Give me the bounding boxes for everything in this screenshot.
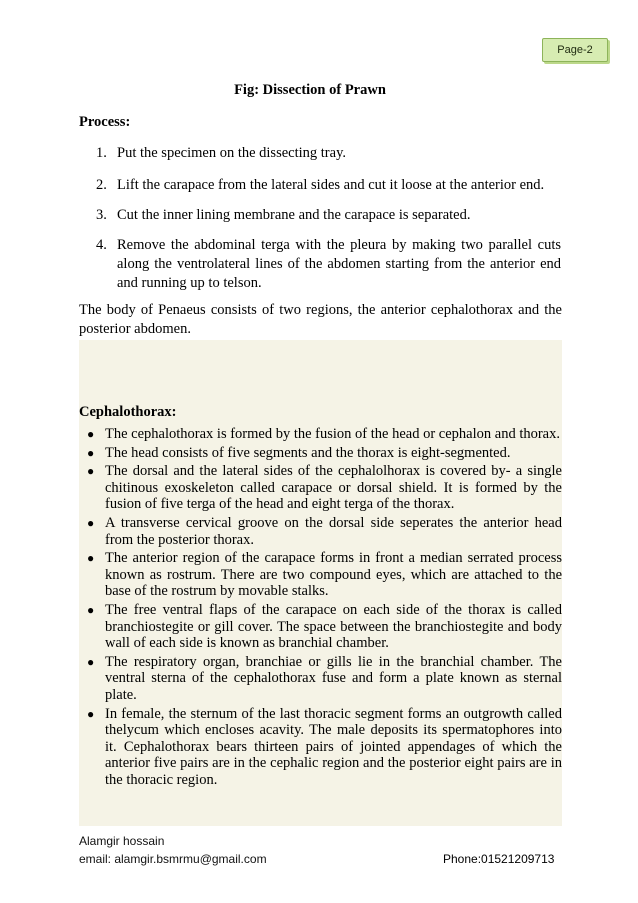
list-item — [79, 706, 562, 789]
list-item-text: The anterior region of the carapace forms in front a median serrated process known as rostrum. There are two compound eyes, which are attached to the base of the rostrum by movable stalks. — [105, 550, 562, 600]
step-number: 4. — [96, 237, 107, 253]
bullet-dot: ● — [87, 515, 95, 530]
list-item-text: The respiratory organ, branchiae or gills lie in the branchial chamber. The ventral sterna of the cephalothorax fuse and form a plate known as sternal plate. — [105, 653, 562, 703]
footer-phone: Phone:01521209713 — [443, 852, 555, 866]
list-item — [79, 602, 562, 652]
footer-author: Alamgir hossain — [79, 834, 165, 848]
intro-paragraph: The body of Penaeus consists of two regions, the anterior cephalothorax and the posterior abdomen. — [79, 302, 562, 337]
bullet-dot: ● — [87, 464, 95, 479]
list-item-text: The free ventral flaps of the carapace on each side of the thorax is called branchiostegite or gill cover. The space between the branchiostegite and body wall of each side is known as branchial chamber. — [105, 601, 562, 652]
process-step — [96, 206, 561, 225]
step-number: 2. — [96, 177, 107, 193]
list-item — [79, 654, 562, 704]
list-item — [79, 550, 562, 600]
list-item-text: A transverse cervical groove on the dorsal side seperates the anterior head from the posterior thorax. — [105, 514, 562, 548]
list-item-text: The dorsal and the lateral sides of the cephalolhorax is covered by- a single chitinous exoskeleton called carapace or dorsal shield. It is formed by the fusion of five terga of the head and eight terga of the thorax. — [105, 463, 562, 513]
bullet-dot: ● — [87, 427, 95, 441]
step-text: Remove the abdominal terga with the pleura by making two parallel cuts along the ventrolateral lines of the abdomen starting from the anterior end and running up to telson. — [117, 237, 561, 291]
bullet-dot: ● — [87, 551, 95, 566]
list-item — [79, 426, 562, 443]
list-item-text: The head consists of five segments and the thorax is eight-segmented. — [105, 444, 511, 461]
process-step — [96, 176, 561, 195]
step-text: Lift the carapace from the lateral sides and cut it loose at the anterior end. — [117, 177, 545, 193]
process-heading: Process: — [79, 114, 131, 130]
footer-email: email: alamgir.bsmrmu@gmail.com — [79, 852, 267, 866]
step-text: Cut the inner lining membrane and the carapace is separated. — [117, 207, 471, 223]
step-text: Put the specimen on the dissecting tray. — [117, 145, 346, 161]
bullet-dot: ● — [87, 654, 95, 669]
list-item — [79, 515, 562, 548]
list-item — [79, 445, 562, 462]
bullet-dot: ● — [87, 602, 95, 617]
step-number: 3. — [96, 207, 107, 223]
cephalothorax-list — [79, 426, 562, 790]
process-step — [96, 236, 561, 293]
cephalothorax-heading: Cephalothorax: — [79, 404, 177, 420]
bullet-dot: ● — [87, 706, 95, 721]
figure-title: Fig: Dissection of Prawn — [234, 82, 386, 98]
list-item-text: In female, the sternum of the last thoracic segment forms an outgrowth called thelycum which encloses acavity. The male deposits its spermatophores into it. Cephalothorax bears thirteen pairs of jointed appendages of which the anterior five pairs are in the cephalic region and the posterior eight pairs are in the thoracic region. — [105, 705, 562, 788]
list-item-text: The cephalothorax is formed by the fusion of the head or cephalon and thorax. — [105, 426, 560, 442]
list-item — [79, 463, 562, 513]
step-number: 1. — [96, 145, 107, 161]
process-step — [96, 144, 561, 163]
bullet-dot: ● — [87, 445, 95, 460]
page-number-badge: Page-2 — [542, 38, 608, 62]
